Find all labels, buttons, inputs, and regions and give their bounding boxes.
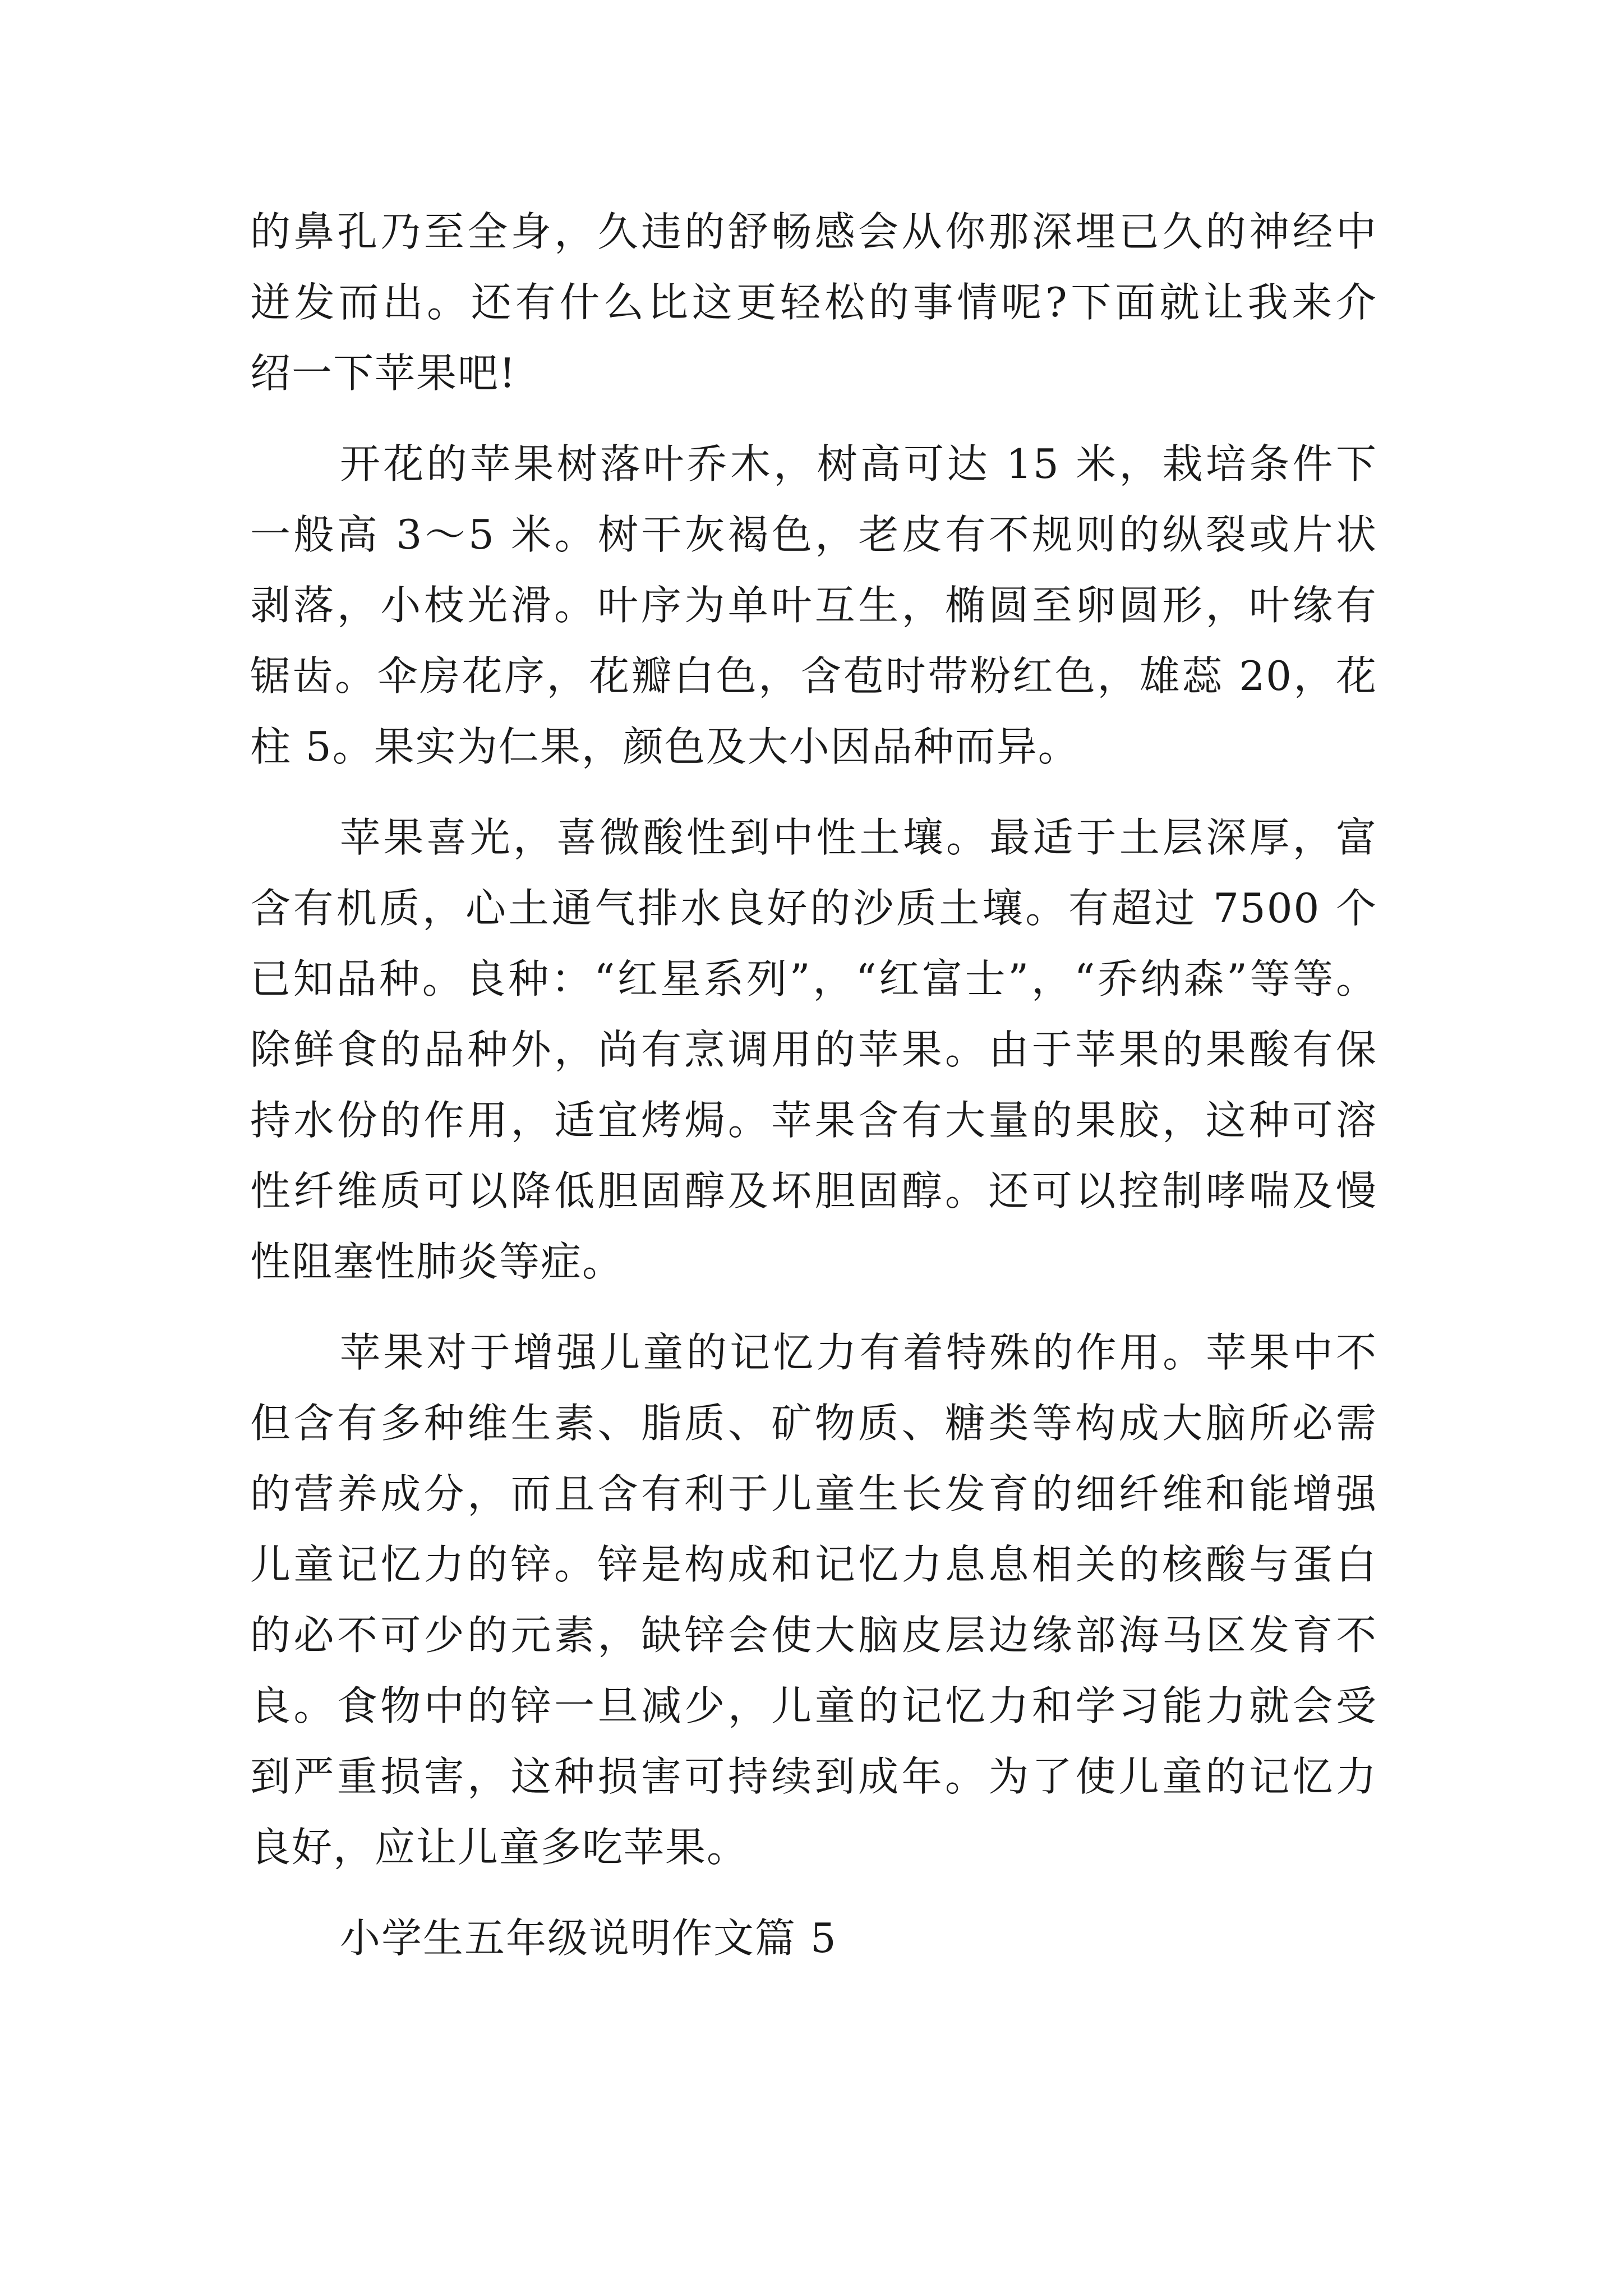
text-line: 剥落，小枝光滑。叶序为单叶互生，椭圆至卵圆形，叶缘有	[250, 582, 1377, 629]
text-line: 儿童记忆力的锌。锌是构成和记忆力息息相关的核酸与蛋白	[250, 1541, 1377, 1588]
text-line: 良。食物中的锌一旦减少，儿童的记忆力和学习能力就会受	[250, 1682, 1377, 1729]
text-line: 苹果对于增强儿童的记忆力有着特殊的作用。苹果中不	[340, 1329, 1377, 1376]
paragraph-apple-soil	[250, 802, 1377, 1297]
text-line: 性阻塞性肺炎等症。	[250, 1238, 624, 1285]
document-body	[250, 196, 1377, 1973]
text-line: 小学生五年级说明作文篇 5	[340, 1915, 837, 1962]
text-line: 柱 5。果实为仁果，颜色及大小因品种而异。	[250, 723, 1080, 770]
text-line: 到严重损害，这种损害可持续到成年。为了使儿童的记忆力	[250, 1753, 1377, 1800]
text-line: 持水份的作用，适宜烤焗。苹果含有大量的果胶，这种可溶	[250, 1097, 1377, 1144]
text-line: 已知品种。良种：“红星系列”，“红富士”，“乔纳森”等等。	[250, 955, 1377, 1002]
text-line: 迸发而出。还有什么比这更轻松的事情呢?下面就让我来介	[250, 279, 1377, 326]
text-line: 除鲜食的品种外，尚有烹调用的苹果。由于苹果的果酸有保	[250, 1026, 1377, 1073]
text-line: 良好，应让儿童多吃苹果。	[250, 1824, 749, 1871]
section-heading	[250, 1903, 1377, 1973]
text-line: 锯齿。伞房花序，花瓣白色，含苞时带粉红色，雄蕊 20，花	[250, 652, 1377, 700]
text-line: 绍一下苹果吧!	[250, 349, 517, 397]
paragraph-apple-memory	[250, 1317, 1377, 1883]
text-line: 但含有多种维生素、脂质、矿物质、糖类等构成大脑所必需	[250, 1400, 1377, 1447]
text-line: 苹果喜光，喜微酸性到中性土壤。最适于土层深厚，富	[340, 814, 1377, 861]
text-line: 一般高 3～5 米。树干灰褐色，老皮有不规则的纵裂或片状	[250, 511, 1377, 558]
paragraph-continuation	[250, 196, 1377, 408]
text-line: 的鼻孔乃至全身，久违的舒畅感会从你那深埋已久的神经中	[250, 208, 1377, 255]
paragraph-apple-tree	[250, 429, 1377, 782]
text-line: 的必不可少的元素，缺锌会使大脑皮层边缘部海马区发育不	[250, 1612, 1377, 1659]
text-line: 含有机质，心土通气排水良好的沙质土壤。有超过 7500 个	[250, 885, 1377, 932]
text-line: 开花的苹果树落叶乔木，树高可达 15 米，栽培条件下	[340, 440, 1377, 487]
text-line: 性纤维质可以降低胆固醇及坏胆固醇。还可以控制哮喘及慢	[250, 1167, 1377, 1214]
text-line: 的营养成分，而且含有利于儿童生长发育的细纤维和能增强	[250, 1470, 1377, 1517]
